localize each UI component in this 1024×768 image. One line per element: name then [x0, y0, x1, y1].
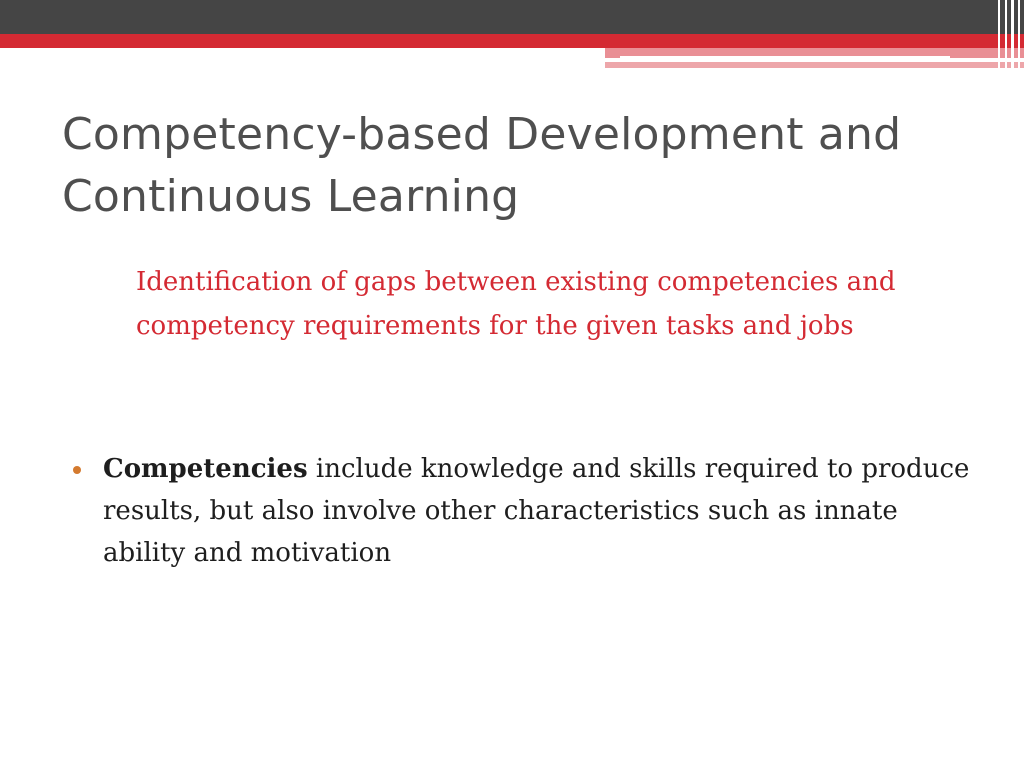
bullet-icon — [73, 466, 81, 474]
header-dark-bar — [0, 0, 1024, 34]
slide-subtitle: Identification of gaps between existing competencies and competency requirements for the given tasks and jobs — [136, 267, 896, 341]
slide-title: Competency-based Development and Continuous Learning — [62, 109, 902, 222]
header-red-band — [0, 34, 1024, 48]
bullet-list — [70, 448, 970, 574]
bullet-text: include knowledge and skills required to produce results, but also involve other characteristics such as innate ability and motivation — [103, 454, 970, 568]
header-pink-bar-lower — [605, 62, 1024, 68]
header-stripes — [994, 0, 1024, 72]
header-white-line — [620, 56, 950, 58]
bullet-term: Competencies — [103, 454, 308, 484]
bullet-item — [70, 448, 970, 574]
